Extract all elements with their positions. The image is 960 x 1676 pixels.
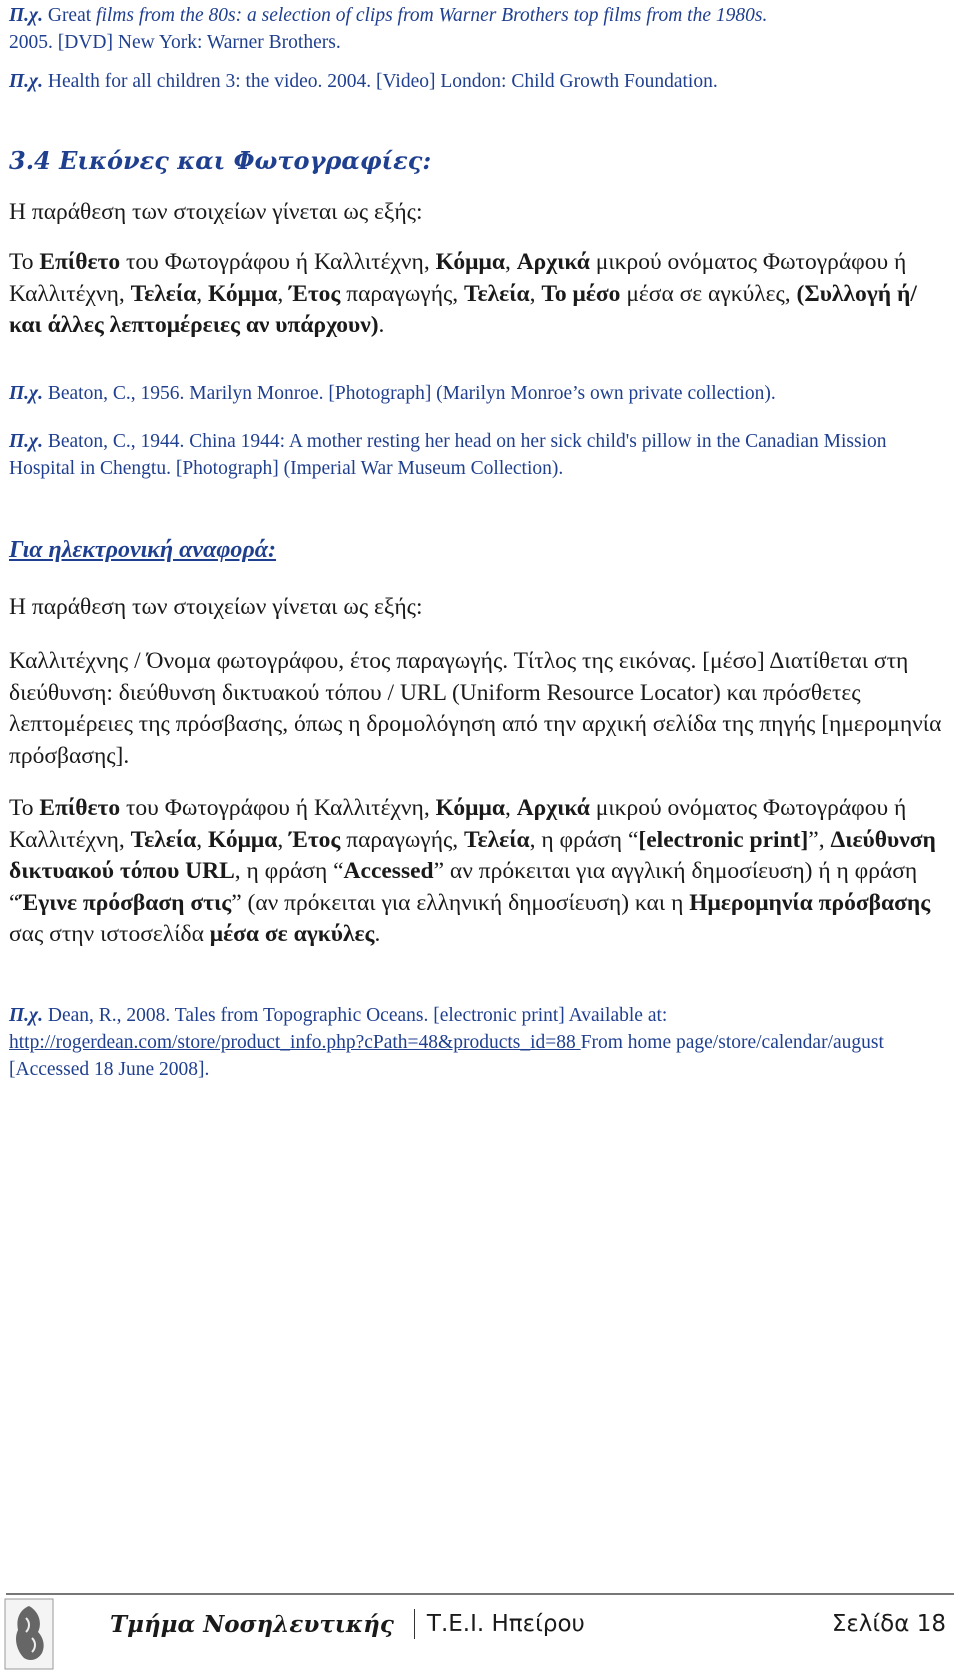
- dean-citation-1: Dean, R., 2008. Tales from Topographic Oceans. [electronic print] Available at:: [47, 1005, 668, 1026]
- electronic-description: Καλλιτέχνης / Όνομα φωτογράφου, έτος παραγωγής. Τίτλος της εικόνας. [μέσο] Διατίθεται στη διεύθυνση: διεύθυνση δικτυακού τόπου / URL (Uniform Resource Locator) και πρόσθετες λεπτομέρειες της πρόσβασης, όπως η δρομολόγηση από την αρχική σελίδα της πηγής [ημερομηνία πρόσβασης].: [9, 648, 942, 769]
- example-label: Π.χ.: [9, 1005, 43, 1026]
- example-label: Π.χ.: [9, 71, 43, 92]
- photo-citation-2: Beaton, C., 1944. China 1944: A mother resting her head on her sick child's pillow in the Canadian Mission Hospital in Chengtu. [Photograph] (Imperial War Museum Collection).: [9, 431, 887, 479]
- footer: [110, 1606, 946, 1642]
- institution-logo-icon: [4, 1598, 54, 1670]
- example-photo-1: [9, 380, 946, 407]
- example-film: [9, 2, 946, 56]
- film-title-a: Great: [47, 5, 92, 26]
- intro-text-2: Η παράθεση των στοιχείων γίνεται ως εξής:: [9, 594, 423, 620]
- rule-electronic: Το Επίθετο του Φωτογράφου ή Καλλιτέχνη, Κόμμα, Αρχικά μικρού ονόματος Φωτογράφου ή Καλλιτέχνη, Τελεία, Κόμμα, Έτος παραγωγής, Τελεία, η φράση “[electronic print]”, Διεύθυνση δικτυακού τόπου URL, η φράση “Accessed” αν πρόκειται για αγγλική δημοσίευση) ή η φράση “Έγινε πρόσβαση στις” (αν πρόκειται για ελληνική δημοσίευση) και η Ημερομηνία πρόσβασης σας στην ιστοσελίδα μέσα σε αγκύλες.: [9, 795, 936, 947]
- footer-department: Τμήμα Νοσηλευτικής: [110, 1610, 394, 1638]
- footer-separator: [414, 1609, 415, 1639]
- example-dean: [9, 1002, 946, 1083]
- footer-institution: Τ.Ε.Ι. Ηπείρου: [426, 1611, 585, 1637]
- dean-url-link[interactable]: http://rogerdean.com/store/product_info.php?cPath=48&products_id=88: [9, 1032, 581, 1053]
- example-label: Π.χ.: [9, 5, 43, 26]
- example-video: [9, 68, 946, 95]
- example-label: Π.χ.: [9, 383, 43, 404]
- intro-text: Η παράθεση των στοιχείων γίνεται ως εξής:: [9, 199, 423, 225]
- example-label: Π.χ.: [9, 431, 43, 452]
- electronic-heading: Για ηλεκτρονική αναφορά:: [9, 537, 277, 563]
- photo-citation-1: Beaton, C., 1956. Marilyn Monroe. [Photograph] (Marilyn Monroe’s own private collection).: [47, 383, 776, 404]
- dean-citation-2: From home page/store/calendar/august [Accessed 18 June 2008].: [9, 1032, 884, 1080]
- example-photo-2: [9, 428, 946, 482]
- video-citation: Health for all children 3: the video. 2004. [Video] London: Child Growth Foundation.: [47, 71, 718, 92]
- film-title-b: films from the 80s: a selection of clips from Warner Brothers top films from the 1980s.: [96, 5, 768, 26]
- footer-page-number: Σελίδα 18: [831, 1611, 946, 1637]
- rule-photo: Το Επίθετο του Φωτογράφου ή Καλλιτέχνη, Κόμμα, Αρχικά μικρού ονόματος Φωτογράφου ή Καλλιτέχνη, Τελεία, Κόμμα, Έτος παραγωγής, Τελεία, Το μέσο μέσα σε αγκύλες, (Συλλογή ή/και άλλες λεπτομέρειες αν υπάρχουν).: [9, 249, 917, 338]
- section-heading: 3.4 Εικόνες και Φωτογραφίες:: [9, 146, 432, 175]
- footer-divider: [6, 1593, 954, 1595]
- film-details: 2005. [DVD] New York: Warner Brothers.: [9, 32, 341, 53]
